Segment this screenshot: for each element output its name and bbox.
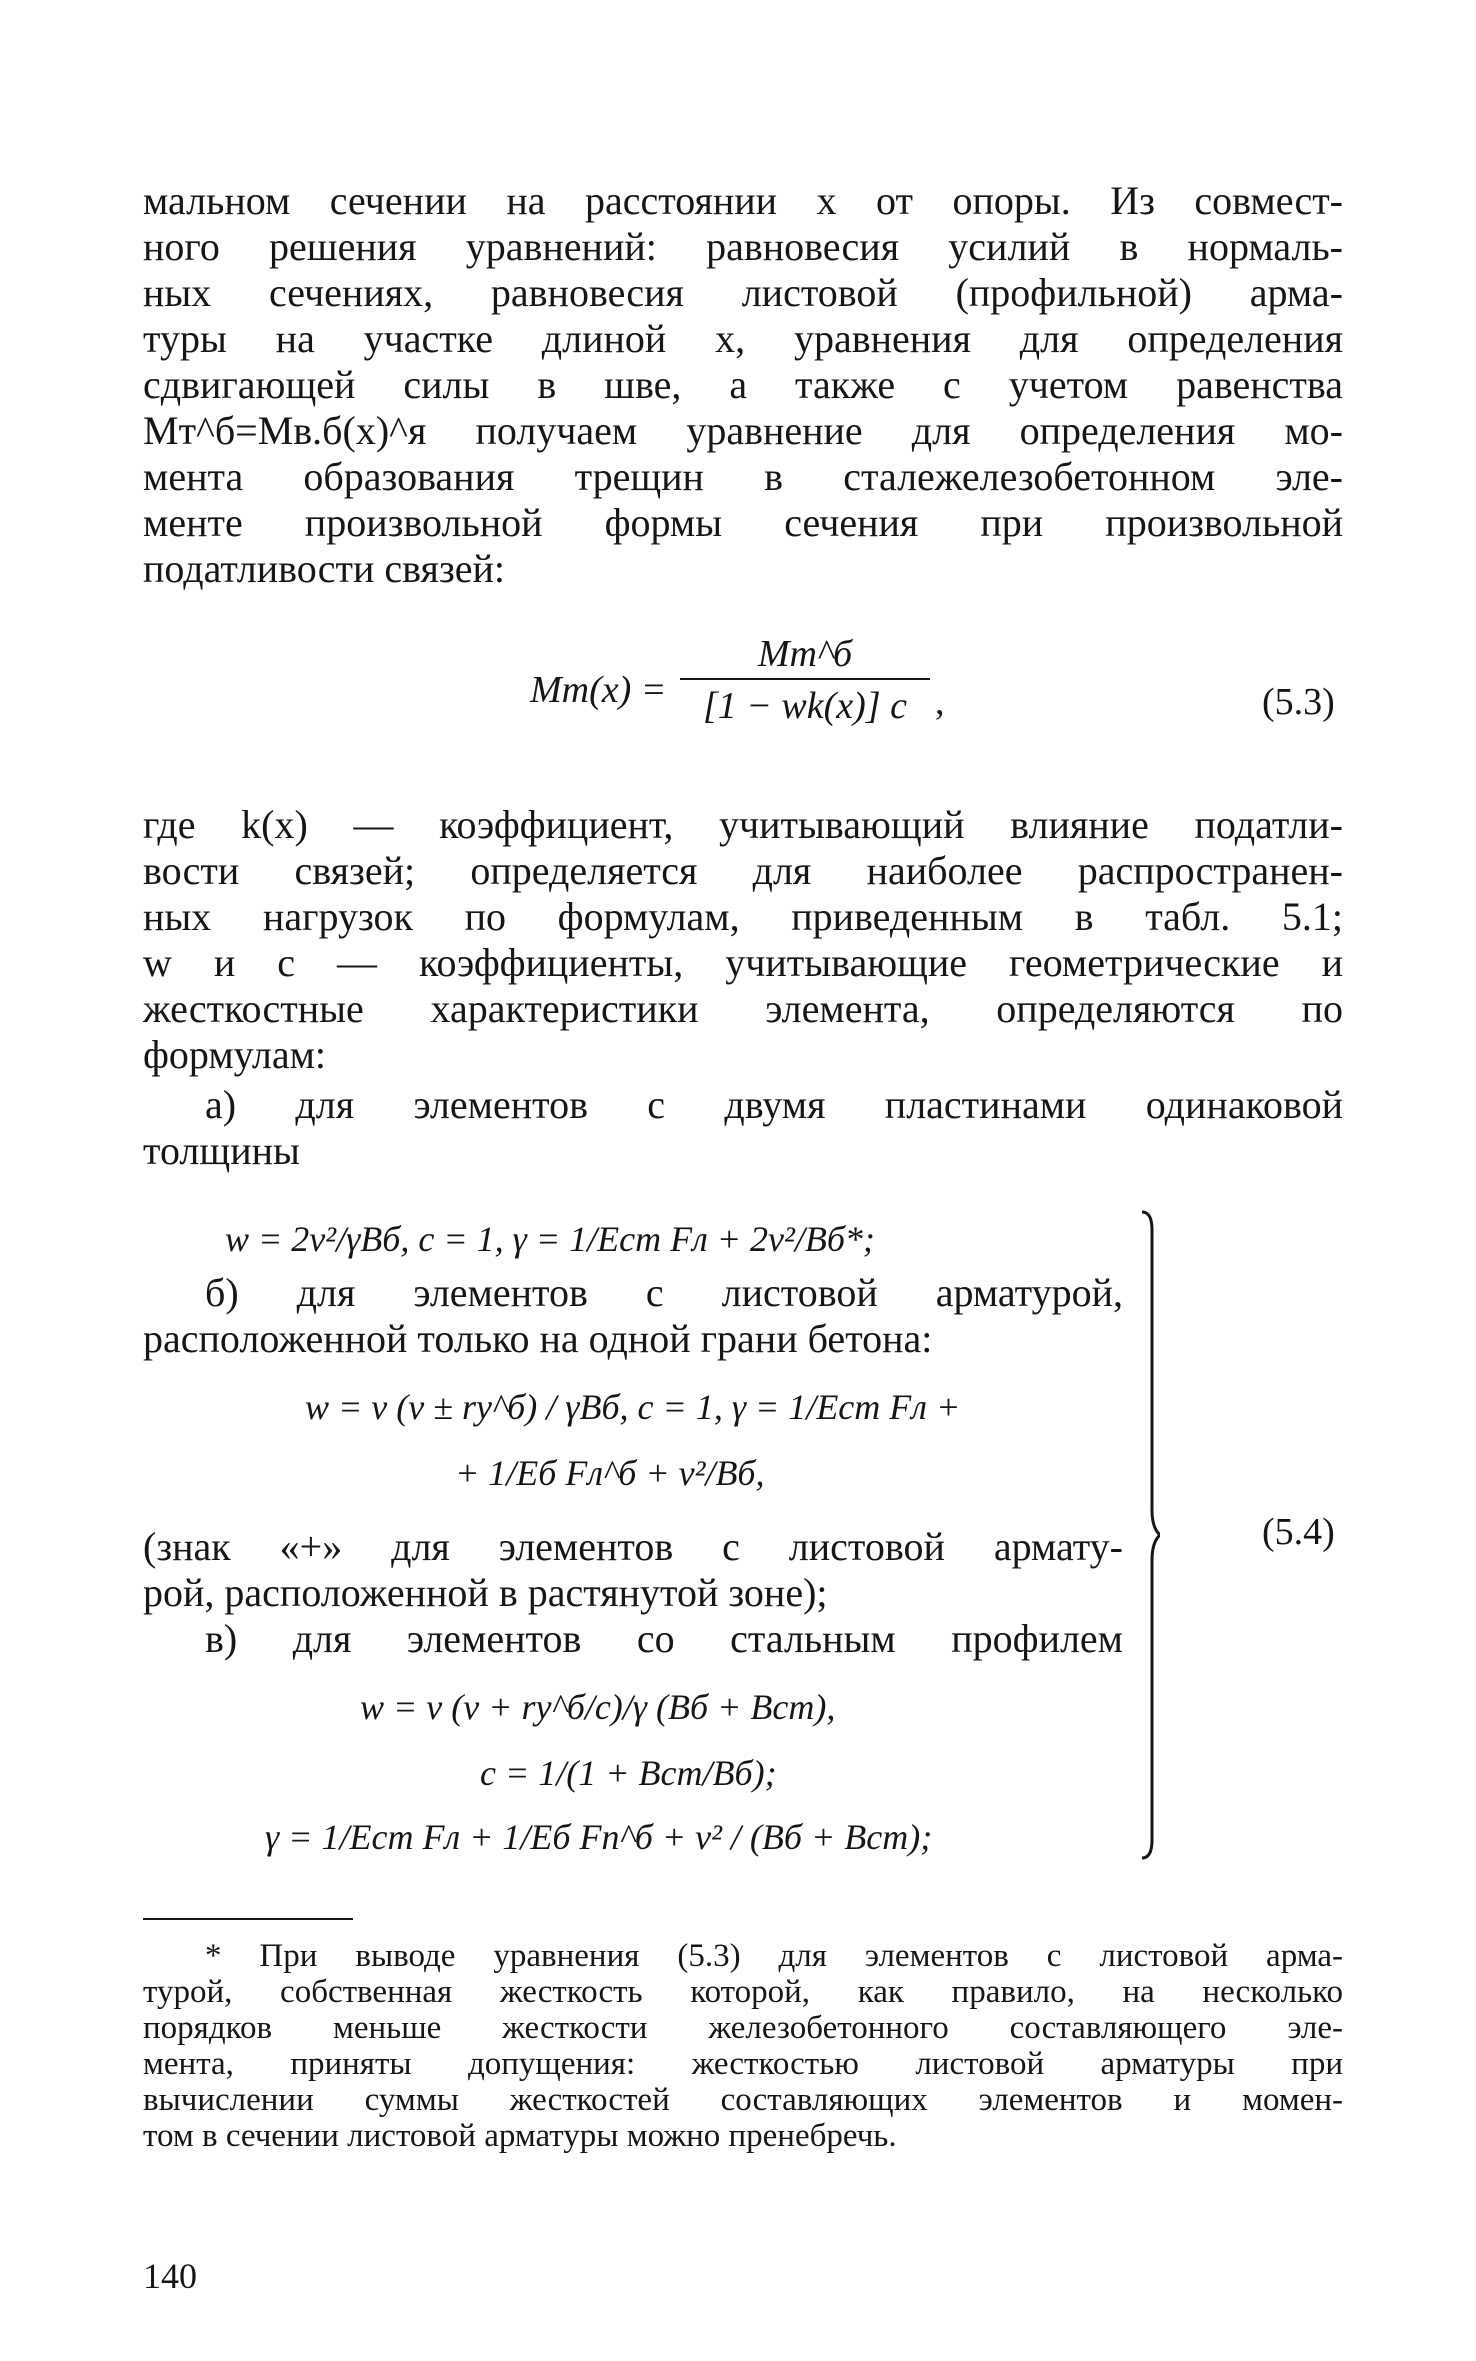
text-line: менте произвольной формы сечения при произвольной — [143, 500, 1343, 545]
text-line: (знак «+» для элементов с листовой армату- — [143, 1524, 1123, 1569]
text-line: Mт^б=Mв.б(x)^я получаем уравнение для определения мо- — [143, 408, 1343, 453]
fraction-denominator: [1 − wk(x)] c — [703, 685, 907, 727]
right-brace-icon — [1140, 1210, 1160, 1860]
page-number: 140 — [143, 2256, 197, 2296]
text-line: ного решения уравнений: равновесия усилий в нормаль- — [143, 224, 1343, 269]
text-line: сдвигающей силы в шве, а также с учетом равенства — [143, 362, 1343, 407]
text-line: расположенной только на одной грани бетона: — [143, 1316, 933, 1361]
footnote-line: вычислении суммы жесткостей составляющих элементов и момен- — [143, 2082, 1343, 2118]
text-line: где k(x) — коэффициент, учитывающий влияние податли- — [143, 802, 1343, 847]
text-line: б) для элементов с листовой арматурой, — [205, 1270, 1123, 1315]
equation-number-5-4: (5.4) — [1262, 1511, 1335, 1553]
text-line: ных сечениях, равновесия листовой (профильной) арма- — [143, 270, 1343, 315]
case-b — [143, 1270, 1123, 1362]
equation-number-5-3: (5.3) — [1262, 681, 1335, 723]
footnote-line: турой, собственная жесткость которой, как правило, на несколько — [143, 1974, 1343, 2010]
case-a — [143, 1082, 1343, 1174]
equation-5-3 — [530, 632, 950, 742]
text-line: в) для элементов со стальным профилем — [205, 1616, 1123, 1661]
fraction-numerator: Mт^б — [757, 633, 853, 675]
fraction-bar — [680, 678, 930, 680]
sign-note — [143, 1524, 1123, 1616]
footnote-line: том в сечении листовой арматуры можно пренебречь. — [143, 2118, 897, 2154]
equation-case-v-line2: c = 1/(1 + Bст/Bб); — [480, 1753, 777, 1793]
equation-case-v-line1: w = v (v + rу^б/c)/γ (Bб + Bст), — [360, 1687, 836, 1727]
text-line: жесткостные характеристики элемента, определяются по — [143, 986, 1343, 1031]
equation-case-v-line3: γ = 1/Eст Fл + 1/Eб Fп^б + v² / (Bб + Bст); — [265, 1817, 933, 1857]
text-line: w и c — коэффициенты, учитывающие геометрические и — [143, 940, 1343, 985]
text-line: ных нагрузок по формулам, приведенным в табл. 5.1; — [143, 894, 1343, 939]
text-line: рой, расположенной в растянутой зоне); — [143, 1570, 828, 1615]
equation-case-b-line2: + 1/Eб Fл^б + v²/Bб, — [455, 1453, 765, 1493]
equation-case-b-line1: w = v (v ± rу^б) / γBб, c = 1, γ = 1/Eст Fл + — [305, 1387, 961, 1427]
text-line: податливости связей: — [143, 546, 506, 591]
equation-fraction — [680, 632, 930, 728]
equation-trail: , — [935, 681, 945, 723]
footnote-line: порядков меньше жесткости железобетонного составляющего эле- — [143, 2010, 1343, 2046]
paragraph-coefficients — [143, 802, 1343, 1078]
case-v — [143, 1616, 1123, 1662]
footnote-line: * При выводе уравнения (5.3) для элементов с листовой арма- — [205, 1938, 1343, 1974]
equation-case-a: w = 2v²/γBб, c = 1, γ = 1/Eст Fл + 2v²/Bб*; — [225, 1219, 875, 1259]
text-line: туры на участке длиной x, уравнения для определения — [143, 316, 1343, 361]
paragraph-intro — [143, 178, 1343, 592]
footnote — [143, 1938, 1343, 2154]
footnote-line: мента, приняты допущения: жесткостью листовой арматуры при — [143, 2046, 1343, 2082]
equation-lhs: Mт(x) = — [530, 669, 667, 711]
text-line: формулам: — [143, 1032, 327, 1077]
text-line: а) для элементов с двумя пластинами одинаковой — [205, 1082, 1343, 1127]
text-line: толщины — [143, 1128, 300, 1173]
text-line: вости связей; определяется для наиболее распространен- — [143, 848, 1343, 893]
text-line: мальном сечении на расстоянии x от опоры. Из совмест- — [143, 178, 1343, 223]
text-line: мента образования трещин в сталежелезобетонном эле- — [143, 454, 1343, 499]
footnote-rule — [143, 1918, 353, 1920]
